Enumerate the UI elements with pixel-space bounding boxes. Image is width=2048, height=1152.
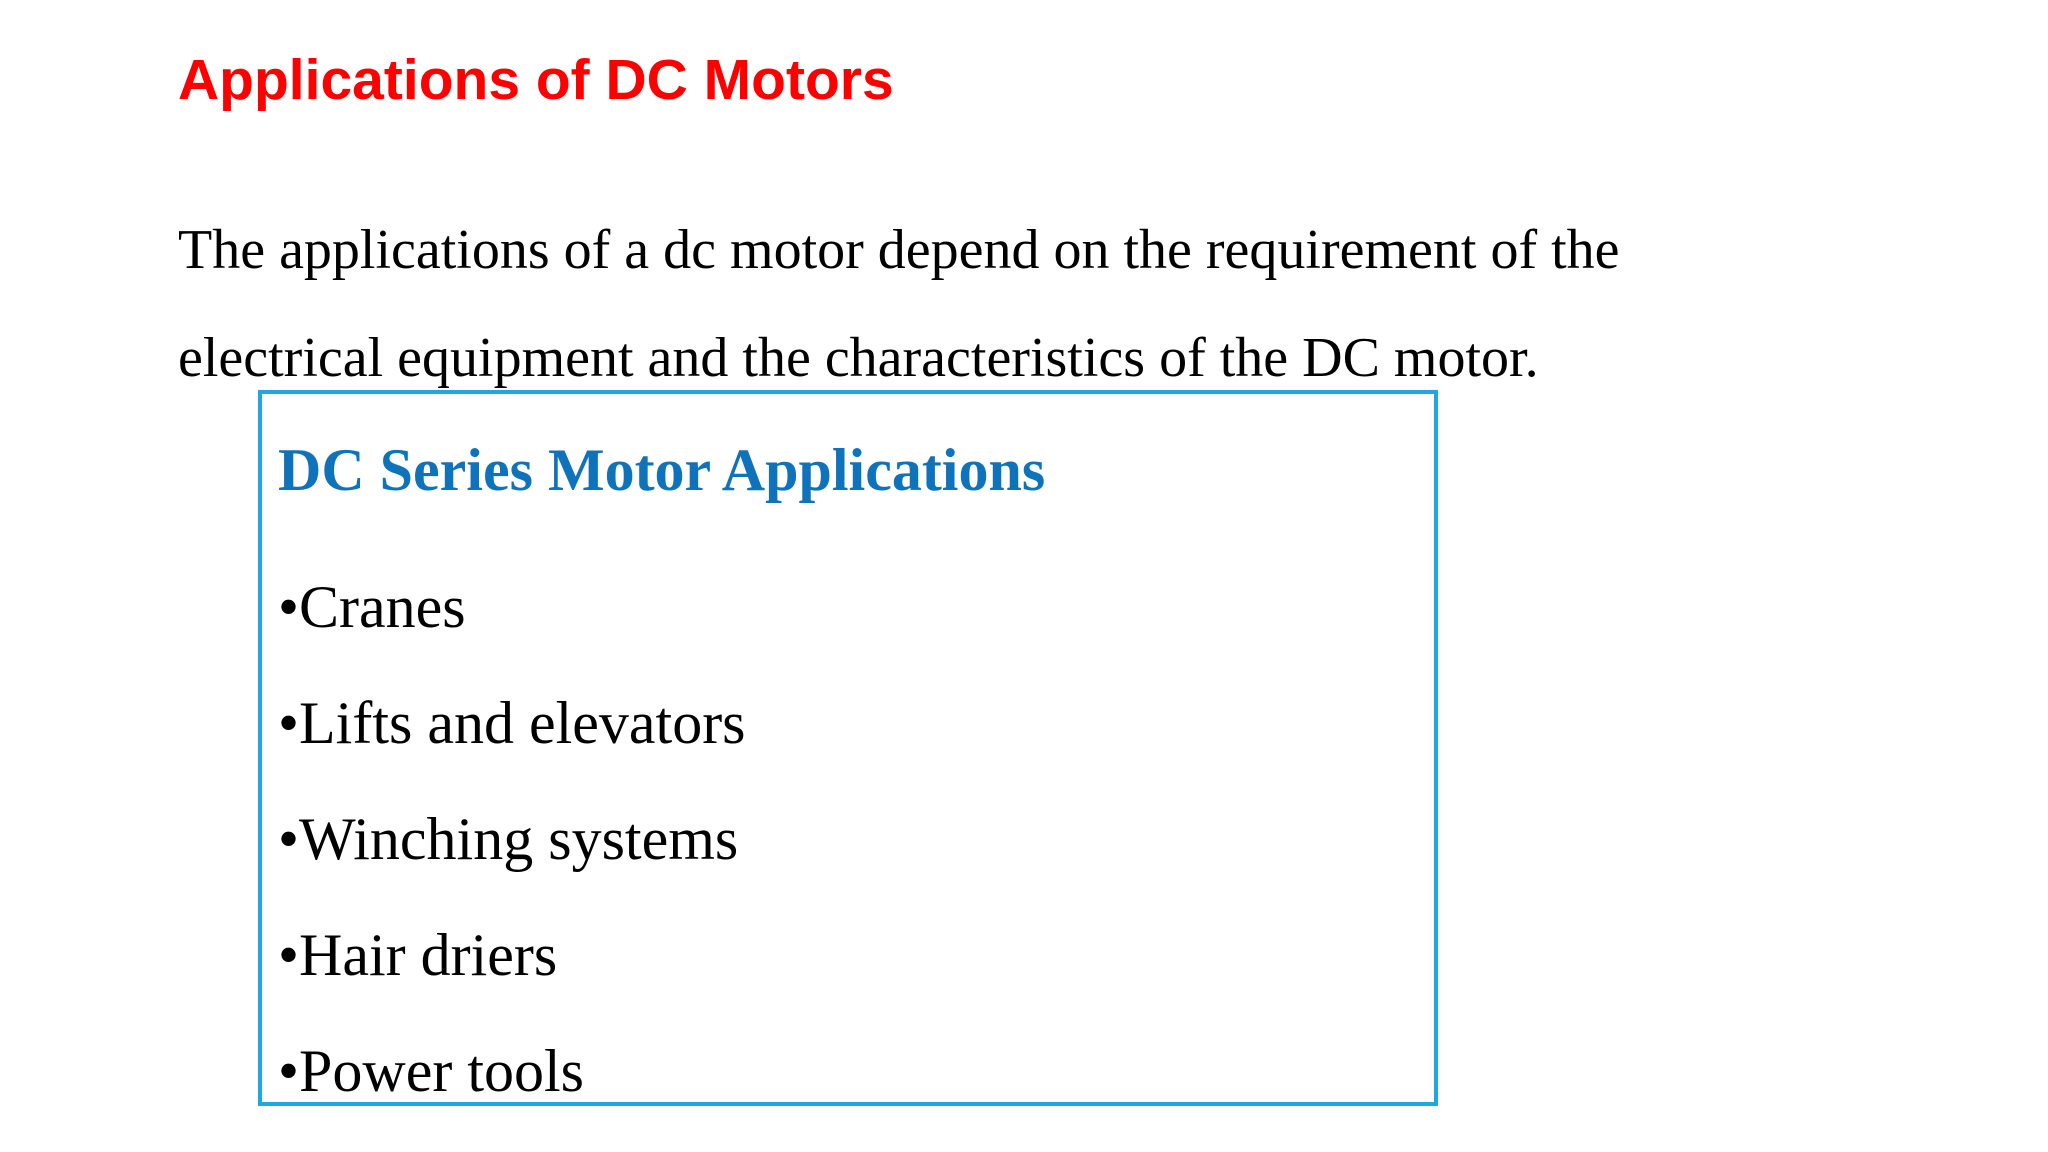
- list-item: [278, 897, 746, 1013]
- bullet-icon: •: [278, 574, 300, 640]
- applications-list: [278, 549, 746, 1129]
- list-item-label: Power tools: [299, 1038, 585, 1104]
- box-title: DC Series Motor Applications: [278, 437, 1046, 503]
- bullet-icon: •: [278, 1038, 300, 1104]
- intro-line: electrical equipment and the characteristics of the DC motor.: [178, 327, 1539, 389]
- list-item: [278, 781, 746, 897]
- bullet-icon: •: [278, 806, 300, 872]
- bullet-icon: •: [278, 690, 300, 756]
- list-item-label: Hair driers: [299, 922, 558, 988]
- intro-paragraph: [178, 196, 1878, 412]
- bullet-icon: •: [278, 922, 300, 988]
- list-item: [278, 549, 746, 665]
- list-item-label: Winching systems: [299, 806, 739, 872]
- list-item: [278, 665, 746, 781]
- list-item: [278, 1013, 746, 1129]
- series-motor-applications-box: [258, 390, 1438, 1106]
- list-item-label: Lifts and elevators: [299, 690, 746, 756]
- slide-title: Applications of DC Motors: [178, 48, 894, 112]
- list-item-label: Cranes: [299, 574, 466, 640]
- intro-line: The applications of a dc motor depend on the requirement of the: [178, 219, 1620, 281]
